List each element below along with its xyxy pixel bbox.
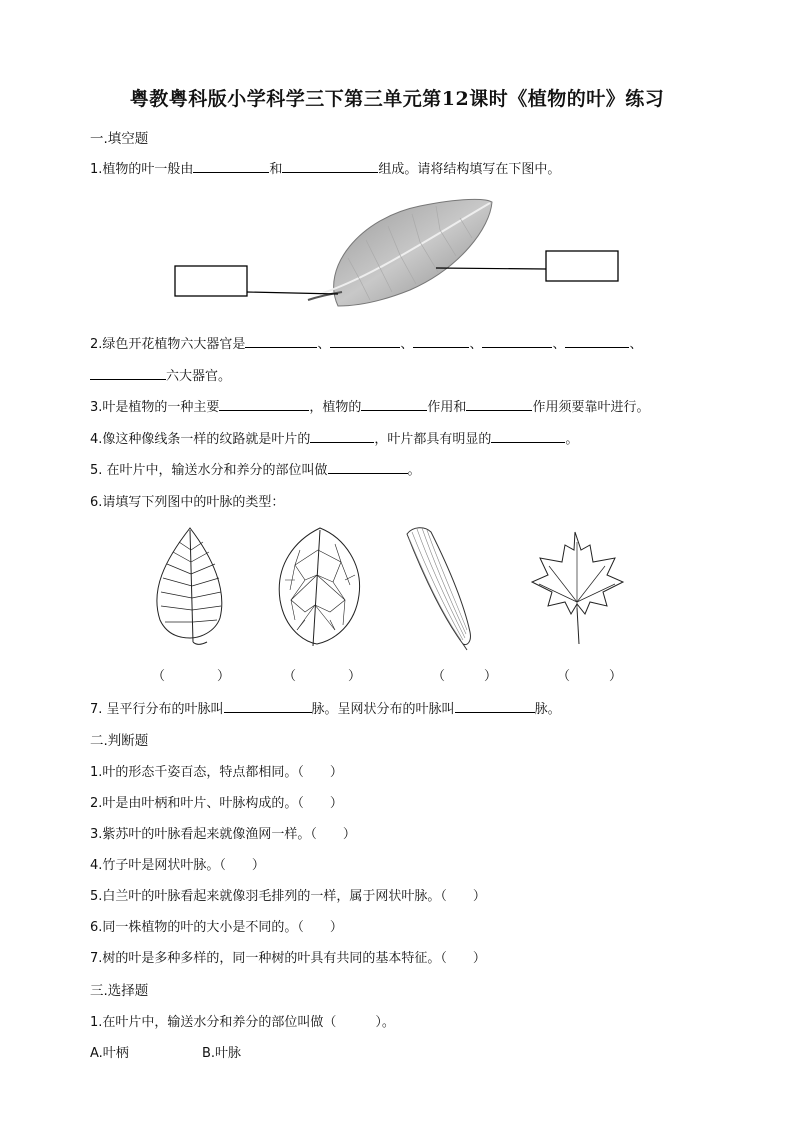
judge-item: 6.同一株植物的叶的大小是不同的。（ ） [90,920,343,935]
q5-text-a: 5. 在叶片中，输送水分和养分的部位叫做 [90,463,328,478]
q1-text-c: 组成。请将结构填写在下图中。 [378,162,561,177]
question-fill-2 [90,333,642,352]
judge-item: 7.树的叶是多种多样的，同一种树的叶具有共同的基本特征。（ ） [90,951,486,966]
separator: 、 [317,337,331,352]
answer-blank[interactable] [193,160,269,173]
answer-blank[interactable] [245,335,317,348]
q3-text-b: ，植物的 [309,400,362,415]
q7-text-a: 7. 呈平行分布的叶脉叫 [90,702,224,717]
answer-paren[interactable]: （ ） [283,669,362,684]
answer-blank[interactable] [565,335,629,348]
answer-paren[interactable]: （ ） [557,669,623,684]
judge-item: 3.紫苏叶的叶脉看起来就像渔网一样。（ ） [90,827,356,842]
label-box-blade[interactable] [546,251,618,281]
answer-blank[interactable] [90,367,166,380]
question-fill-1 [90,158,560,177]
label-box-petiole[interactable] [175,266,247,296]
palmate-vein-leaf [532,532,623,644]
q2-line2-text: 六大器官。 [166,369,232,384]
q4-text-b: ，叶片都具有明显的 [374,432,492,447]
q1-text-a: 1.植物的叶一般由 [90,162,194,177]
section-fill-heading: 一.填空题 [90,131,149,147]
reticulate-vein-leaf [279,528,359,646]
leaf-structure-diagram [170,188,630,318]
q7-text-c: 脉。 [534,702,561,717]
separator: 、 [629,337,643,352]
answer-blank[interactable] [455,700,535,713]
q3-text-c: 作用和 [427,400,467,415]
answer-blank[interactable] [413,335,469,348]
q1-text-b: 和 [269,162,283,177]
judge-item: 2.叶是由叶柄和叶片、叶脉构成的。（ ） [90,796,343,811]
separator: 、 [469,337,483,352]
q3-text-d: 作用须要靠叶进行。 [532,400,650,415]
answer-blank[interactable] [482,335,552,348]
q4-text-a: 4.像这种像线条一样的纹路就是叶片的 [90,432,311,447]
judge-item: 1.叶的形态千姿百态，特点都相同。（ ） [90,765,343,780]
choice-question-1: 1.在叶片中，输送水分和养分的部位叫做（ ）。 [90,1015,395,1030]
answer-blank[interactable] [282,160,378,173]
q7-text-b: 脉。呈网状分布的叶脉叫 [311,702,455,717]
answer-blank[interactable] [224,700,312,713]
answer-blank[interactable] [330,335,400,348]
answer-blank[interactable] [491,430,565,443]
q3-text-a: 3.叶是植物的一种主要 [90,400,220,415]
q5-text-b: 。 [407,463,421,478]
choice-option-b[interactable]: B.叶脉 [202,1046,242,1061]
answer-blank[interactable] [361,398,427,411]
separator: 、 [400,337,414,352]
question-fill-5 [90,459,421,478]
choice-option-a[interactable]: A.叶柄 [90,1046,129,1061]
pinnate-vein-leaf [157,528,222,644]
question-fill-2-line2 [90,365,231,384]
judge-item: 5.白兰叶的叶脉看起来就像羽毛排列的一样，属于网状叶脉。（ ） [90,889,486,904]
answer-paren[interactable]: （ ） [432,669,498,684]
answer-blank[interactable] [328,461,408,474]
answer-blank[interactable] [219,398,309,411]
question-fill-7 [90,698,561,717]
pointer-line-blade [436,268,546,269]
section-choice-heading: 三.选择题 [90,983,149,999]
answer-paren[interactable]: （ ） [152,669,231,684]
section-judge-heading: 二.判断题 [90,733,149,749]
question-fill-3 [90,396,649,415]
separator: 、 [552,337,566,352]
question-fill-4 [90,428,578,447]
page-title: 粤教粤科版小学科学三下第三单元第12课时《植物的叶》练习 [129,88,665,110]
venation-figures [145,520,645,655]
parallel-vein-leaf [407,528,470,650]
answer-blank[interactable] [310,430,374,443]
judge-item: 4.竹子叶是网状叶脉。（ ） [90,858,265,873]
question-fill-6: 6.请填写下列图中的叶脉的类型： [90,495,285,510]
answer-blank[interactable] [466,398,532,411]
q4-text-c: 。 [565,432,579,447]
q2-text-a: 2.绿色开花植物六大器官是 [90,337,246,352]
